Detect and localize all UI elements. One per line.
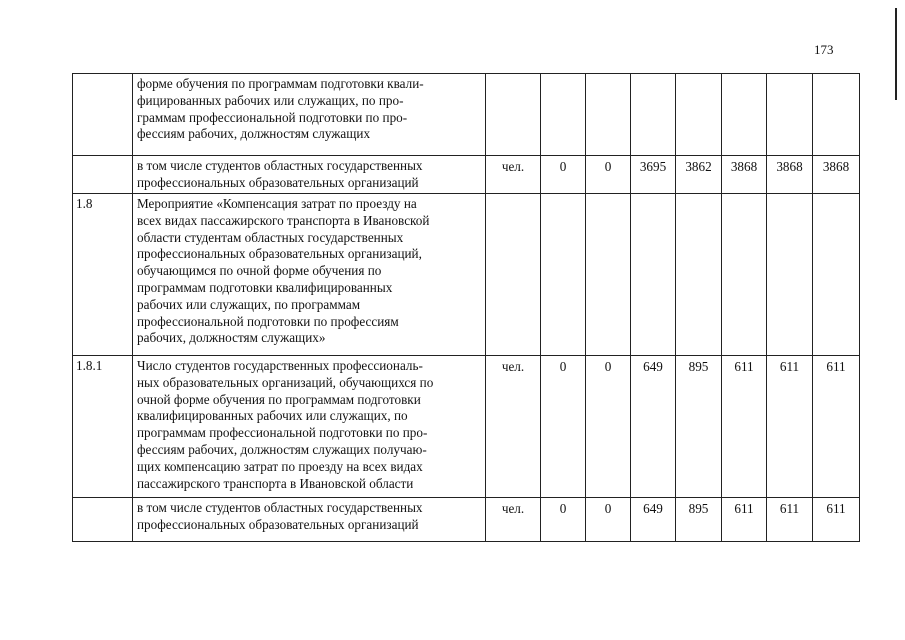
description-line: профессиональных образовательных организаций xyxy=(137,174,419,190)
value-cell: 611 xyxy=(722,356,767,498)
description-line: очной форме обучения по программам подготовки xyxy=(137,391,421,407)
value-cell xyxy=(676,194,722,356)
indicator-table xyxy=(72,73,860,542)
description-cell xyxy=(133,74,486,156)
value-cell xyxy=(767,194,813,356)
description-line: щих компенсацию затрат по проезду на всех видах xyxy=(137,458,423,474)
value-cell: 0 xyxy=(541,156,586,194)
value-cell xyxy=(631,74,676,156)
value-cell: 0 xyxy=(586,498,631,542)
description-line: в том числе студентов областных государственных xyxy=(137,158,423,173)
description-line: обучающимся по очной форме обучения по xyxy=(137,263,382,279)
description-cell xyxy=(133,156,486,194)
value-cell: 649 xyxy=(631,356,676,498)
value-cell: 0 xyxy=(586,156,631,194)
description-cell xyxy=(133,498,486,542)
description-line: рабочих, должностям служащих» xyxy=(137,330,326,346)
description-line: пассажирского транспорта в Ивановской области xyxy=(137,475,414,491)
description-line: фессиям рабочих, должностям служащих xyxy=(137,126,371,142)
table-row xyxy=(73,356,860,498)
value-cell: 3868 xyxy=(767,156,813,194)
unit-cell xyxy=(486,194,541,356)
description-line: программам профессиональной подготовки по про- xyxy=(137,425,428,441)
value-cell xyxy=(541,194,586,356)
value-cell: 3862 xyxy=(676,156,722,194)
table-row xyxy=(73,194,860,356)
description-line: всех видах пассажирского транспорта в Ивановской xyxy=(137,212,430,228)
value-cell xyxy=(813,194,860,356)
description-line: области студентам областных государственных xyxy=(137,229,404,245)
value-cell xyxy=(722,74,767,156)
description-line: рабочих или служащих, по программам xyxy=(137,296,361,312)
value-cell: 3868 xyxy=(813,156,860,194)
description-line: профессиональных образовательных организаций, xyxy=(137,246,422,262)
description-line: граммам профессиональной подготовки по про- xyxy=(137,109,408,125)
scan-edge-line xyxy=(895,8,897,100)
row-number-cell xyxy=(73,74,133,156)
value-cell: 0 xyxy=(541,498,586,542)
description-line: ных образовательных организаций, обучающихся по xyxy=(137,374,434,390)
description-line: профессиональной подготовки по профессиям xyxy=(137,313,399,329)
description-cell xyxy=(133,194,486,356)
row-number-cell: 1.8.1 xyxy=(73,356,133,498)
value-cell: 0 xyxy=(586,356,631,498)
value-cell: 611 xyxy=(813,356,860,498)
value-cell xyxy=(767,74,813,156)
row-number-cell xyxy=(73,156,133,194)
description-line: профессиональных образовательных организаций xyxy=(137,516,419,532)
row-number-cell: 1.8 xyxy=(73,194,133,356)
table-row xyxy=(73,74,860,156)
value-cell xyxy=(586,74,631,156)
description-cell xyxy=(133,356,486,498)
description-line: в том числе студентов областных государственных xyxy=(137,500,423,515)
description-line: форме обучения по программам подготовки квали- xyxy=(137,76,424,91)
page-number: 173 xyxy=(814,42,834,57)
description-line: Число студентов государственных профессиональ- xyxy=(137,358,423,373)
row-number-cell xyxy=(73,498,133,542)
description-line: фицированных рабочих или служащих, по про- xyxy=(137,92,404,108)
value-cell: 895 xyxy=(676,498,722,542)
value-cell xyxy=(631,194,676,356)
value-cell: 611 xyxy=(722,498,767,542)
description-line: Мероприятие «Компенсация затрат по проезду на xyxy=(137,196,417,211)
unit-cell: чел. xyxy=(486,356,541,498)
value-cell xyxy=(676,74,722,156)
value-cell xyxy=(722,194,767,356)
table-row xyxy=(73,156,860,194)
value-cell xyxy=(813,74,860,156)
value-cell: 649 xyxy=(631,498,676,542)
value-cell xyxy=(541,74,586,156)
description-line: программам подготовки квалифицированных xyxy=(137,279,393,295)
description-line: фессиям рабочих, должностям служащих получаю- xyxy=(137,441,427,457)
unit-cell: чел. xyxy=(486,156,541,194)
unit-cell xyxy=(486,74,541,156)
value-cell: 611 xyxy=(813,498,860,542)
description-line: квалифицированных рабочих или служащих, по xyxy=(137,408,408,424)
value-cell: 3868 xyxy=(722,156,767,194)
table-row xyxy=(73,498,860,542)
value-cell: 611 xyxy=(767,356,813,498)
value-cell: 611 xyxy=(767,498,813,542)
value-cell: 3695 xyxy=(631,156,676,194)
unit-cell: чел. xyxy=(486,498,541,542)
value-cell: 895 xyxy=(676,356,722,498)
value-cell xyxy=(586,194,631,356)
value-cell: 0 xyxy=(541,356,586,498)
